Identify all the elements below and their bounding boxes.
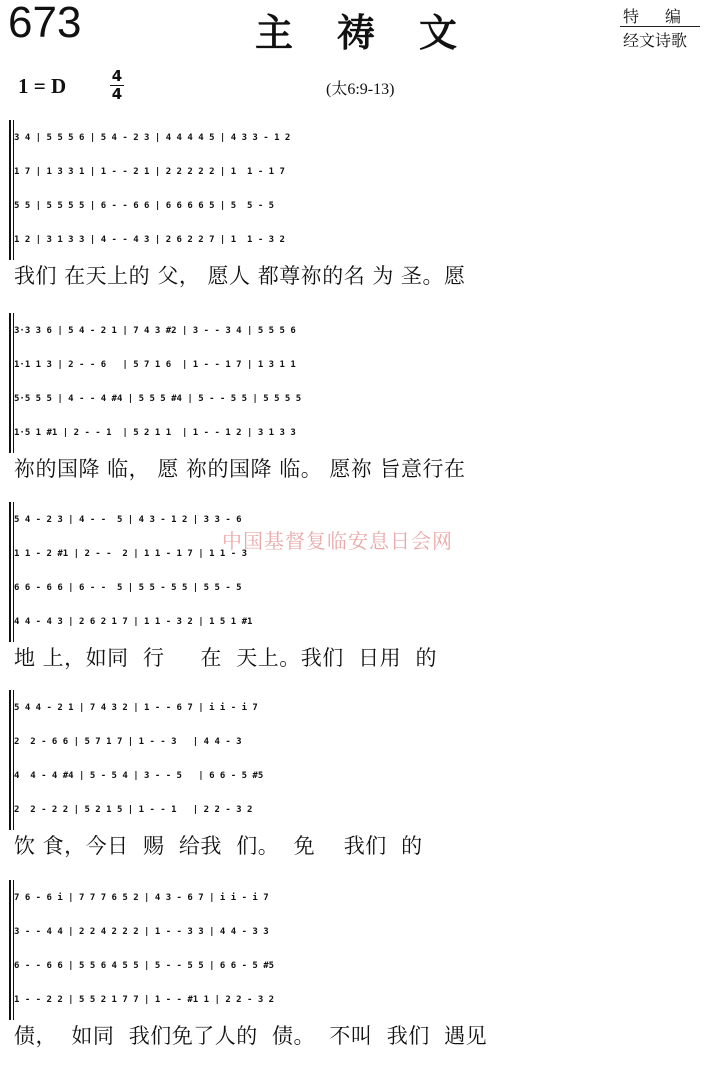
lyrics-line: 我们 在天上的 父， 愿人 都尊祢的名 为 圣。愿 <box>14 264 466 288</box>
voice-lines <box>0 880 707 1020</box>
voice-line-soprano: 5 4 4 - 2 1 | 7 4 3 2 | 1 - - 6 7 | i i - i 7 <box>14 703 258 713</box>
voice-line-tenor: 4 4 - 4 #4 | 5 - 5 4 | 3 - - 5 | 6 6 - 5 #5 <box>14 771 264 781</box>
header-rule <box>620 26 700 27</box>
voice-line-bass: 1·5 1 #1 | 2 - - 1 | 5 2 1 1 | 1 - - 1 2 | 3 1 3 3 <box>14 428 296 438</box>
hymn-header <box>0 0 707 110</box>
voice-line-tenor: 5·5 5 5 | 4 - - 4 #4 | 5 5 5 #4 | 5 - - 5 5 | 5 5 5 5 <box>14 394 302 404</box>
voice-line-soprano: 7 6 - 6 i | 7 7 7 6 5 2 | 4 3 - 6 7 | i i - i 7 <box>14 893 269 903</box>
time-signature <box>110 68 124 103</box>
voice-lines <box>0 690 707 830</box>
hymn-title: 主祷文 <box>255 11 502 55</box>
lyrics-line: 饮 食，今日 赐 给我 们。 免 我们 的 <box>14 834 423 858</box>
music-system <box>0 313 707 513</box>
lyrics-line: 地 上，如同 行 在 天上。我们 日用 的 <box>14 646 437 670</box>
scripture-reference: (太6:9-13) <box>326 81 395 98</box>
lyrics-line: 祢的国降 临， 愿 祢的国降 临。 愿祢 旨意行在 <box>14 457 466 481</box>
lyrics-line: 债， 如同 我们免了人的 债。 不叫 我们 遇见 <box>14 1024 488 1048</box>
voice-line-alto: 2 2 - 6 6 | 5 7 1 7 | 1 - - 3 | 4 4 - 3 <box>14 737 242 747</box>
voice-line-tenor: 6 - - 6 6 | 5 5 6 4 5 5 | 5 - - 5 5 | 6 6 - 5 #5 <box>14 961 275 971</box>
voice-line-soprano: 3 4 | 5 5 5 6 | 5 4 - 2 3 | 4 4 4 4 5 | 4 3 3 - 1 2 <box>14 133 291 143</box>
voice-lines <box>0 502 707 642</box>
voice-line-bass: 4 4 - 4 3 | 2 6 2 1 7 | 1 1 - 3 2 | 1 5 1 #1 <box>14 617 253 627</box>
key-signature: 1 = D <box>18 74 67 98</box>
voice-lines <box>0 313 707 453</box>
watermark-text: 中国基督复临安息日会网 <box>222 529 453 553</box>
voice-line-soprano: 5 4 - 2 3 | 4 - - 5 | 4 3 - 1 2 | 3 3 - 6 <box>14 515 242 525</box>
voice-line-bass: 1 - - 2 2 | 5 5 2 1 7 7 | 1 - - #1 1 | 2 2 - 3 2 <box>14 995 275 1005</box>
voice-line-alto: 1 1 - 2 #1 | 2 - - 2 | 1 1 - 1 7 | 1 1 - 3 <box>14 549 247 559</box>
voice-line-tenor: 6 6 - 6 6 | 6 - - 5 | 5 5 - 5 5 | 5 5 - 5 <box>14 583 242 593</box>
voice-line-alto: 1·1 1 3 | 2 - - 6 | 5 7 1 6 | 1 - - 1 7 | 1 3 1 1 <box>14 360 296 370</box>
voice-line-alto: 3 - - 4 4 | 2 2 4 2 2 2 | 1 - - 3 3 | 4 4 - 3 3 <box>14 927 269 937</box>
music-system <box>0 690 707 890</box>
collection-name: 经文诗歌 <box>623 31 688 50</box>
time-sig-top: 4 <box>111 67 123 85</box>
music-system <box>0 120 707 320</box>
special-label: 特编 <box>623 7 707 26</box>
voice-lines <box>0 120 707 260</box>
voice-line-soprano: 3·3 3 6 | 5 4 - 2 1 | 7 4 3 #2 | 3 - - 3 4 | 5 5 5 6 <box>14 326 296 336</box>
voice-line-bass: 1 2 | 3 1 3 3 | 4 - - 4 3 | 2 6 2 2 7 | 1 1 - 3 2 <box>14 235 285 245</box>
music-system <box>0 880 707 1080</box>
voice-line-bass: 2 2 - 2 2 | 5 2 1 5 | 1 - - 1 | 2 2 - 3 2 <box>14 805 253 815</box>
voice-line-tenor: 5 5 | 5 5 5 5 | 6 - - 6 6 | 6 6 6 6 5 | 5 5 - 5 <box>14 201 275 211</box>
time-sig-bottom: 4 <box>111 85 123 103</box>
voice-line-alto: 1 7 | 1 3 3 1 | 1 - - 2 1 | 2 2 2 2 2 | 1 1 - 1 7 <box>14 167 285 177</box>
hymn-number: 673 <box>8 0 82 47</box>
